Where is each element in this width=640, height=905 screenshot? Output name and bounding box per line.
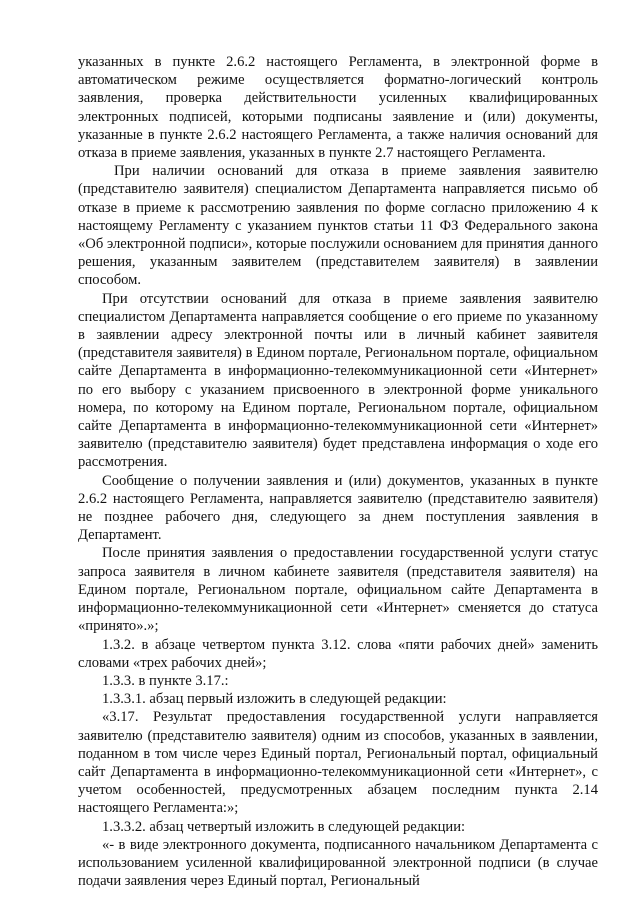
- paragraph-2: При наличии оснований для отказа в приеме заявления заявителю (представителю заявителя) специалистом Департамента направляется письмо об отказе в приеме к рассмотрению заявления по форме согласно приложению 4 к настоящему Регламенту с указанием пунктов статьи 11 ФЗ Федерального закона «Об электронной подписи», которые послужили основанием для принятия данного решения, указанным заявителем (представителем заявителя) в заявлении способом.: [78, 163, 598, 289]
- paragraph-8: 1.3.3.1. абзац первый изложить в следующей редакции:: [102, 691, 447, 708]
- paragraph-4: Сообщение о получении заявления и (или) документов, указанных в пункте 2.6.2 настоящего Регламента, направляется заявителю (представителю заявителя) не позднее рабочего дня, следующего за днем поступления заявления в Департамент.: [78, 472, 598, 544]
- paragraph-7: 1.3.3. в пункте 3.17.:: [102, 672, 229, 689]
- paragraph-5: После принятия заявления о предоставлении государственной услуги статус запроса заявителя в личном кабинете заявителя (представителя заявителя) на Едином портале, Региональном портале, официальном сайте Департамента в информационно-телекоммуникационной сети «Интернет» сменяется до статуса «принято».»;: [78, 545, 598, 635]
- paragraph-9: «3.17. Результат предоставления государственной услуги направляется заявителю (представителю заявителя) одним из способов, указанных в заявлении, поданном в том числе через Единый портал, Региональный портал, официальный сайт Департамента в информационно-телекоммуникационной сети «Интернет», с учетом особенностей, предусмотренных абзацем последним пункта 2.14 настоящего Регламента:»;: [78, 709, 598, 817]
- paragraph-6: 1.3.2. в абзаце четвертом пункта 3.12. слова «пяти рабочих дней» заменить словами «трех рабочих дней»;: [78, 636, 598, 671]
- paragraph-1: указанных в пункте 2.6.2 настоящего Регламента, в электронной форме в автоматическом режиме осуществляется форматно-логический контроль заявления, проверка действительности усиленных квалифицированных электронных подписей, которыми подписаны заявление и (или) документы, указанные в пункте 2.6.2 настоящего Регламента, а также наличия оснований для отказа в приеме заявления, указанных в пункте 2.7 настоящего Регламента.: [78, 54, 598, 162]
- paragraph-10: 1.3.3.2. абзац четвертый изложить в следующей редакции:: [102, 818, 466, 835]
- document-page: [78, 53, 598, 890]
- paragraph-11: «- в виде электронного документа, подписанного начальником Департамента с использованием усиленной квалифицированной электронной подписи (в случае подачи заявления через Единый портал, Региональный: [78, 836, 598, 890]
- paragraph-3: При отсутствии оснований для отказа в приеме заявления заявителю специалистом Департамента направляется сообщение о его приеме по указанному в заявлении адресу электронной почты или в личный кабинет заявителя (представителя заявителя) в Едином портале, Региональном портале, официальном сайте Департамента в информационно-телекоммуникационной сети «Интернет» по его выбору с указанием присвоенного в электронной форме уникального номера, по которому на Едином портале, Региональном портале, официальном сайте Департамента в информационно-телекоммуникационной сети «Интернет» заявителю (представителю заявителя) будет представлена информация о ходе его рассмотрения.: [78, 290, 598, 471]
